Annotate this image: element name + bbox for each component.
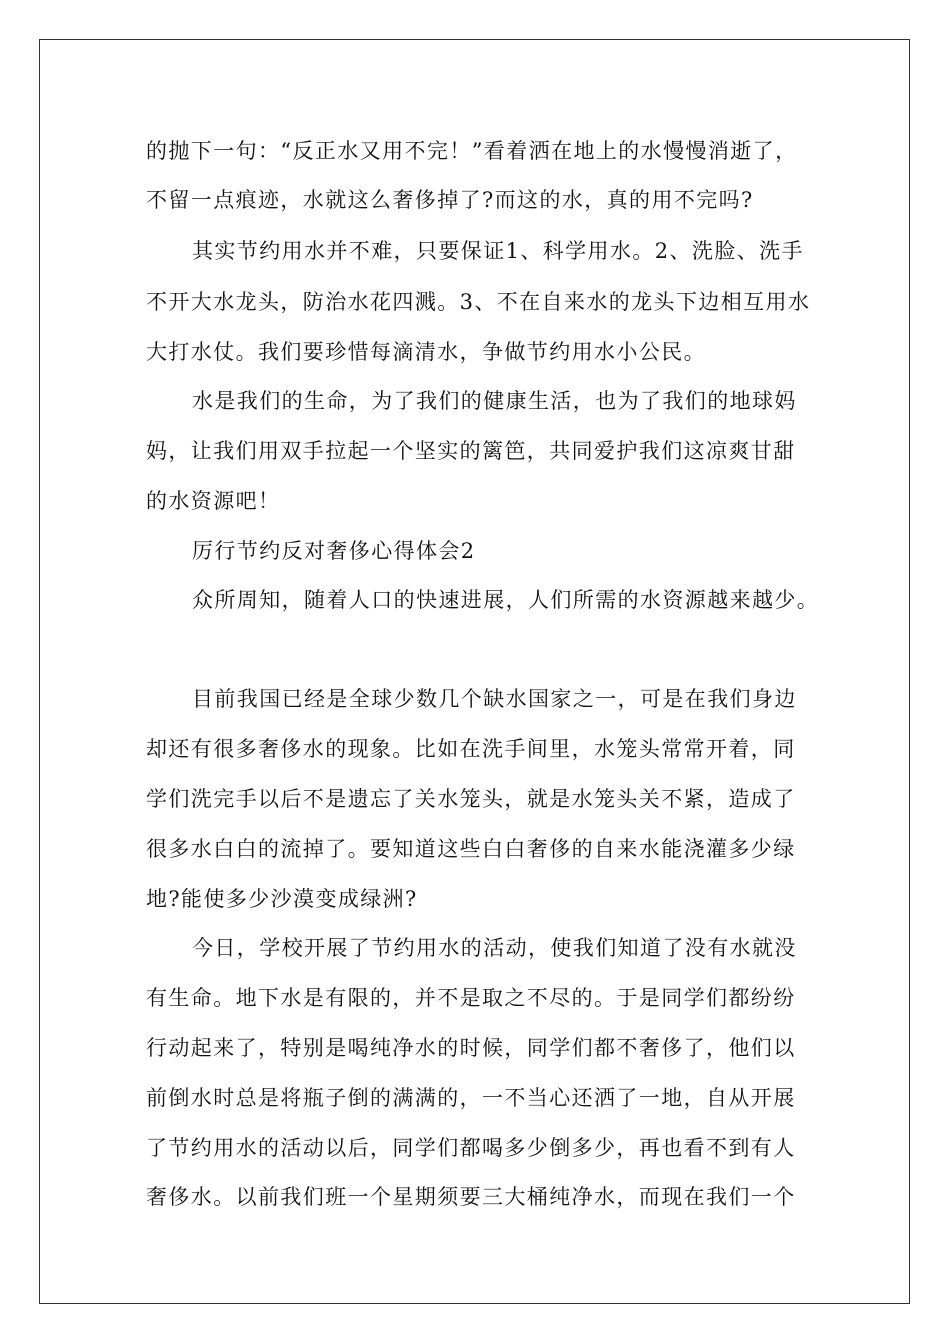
section-heading: 厉行节约反对奢侈心得体会2 bbox=[192, 539, 476, 563]
text-line: 学们洗完手以后不是遗忘了关水笼头，就是水笼头关不紧，造成了 bbox=[146, 787, 796, 811]
text-line: 却还有很多奢侈水的现象。比如在洗手间里，水笼头常常开着，同 bbox=[146, 737, 796, 761]
paragraph-start-line: 目前我国已经是全球少数几个缺水国家之一，可是在我们身边 bbox=[192, 687, 797, 711]
text-line: 行动起来了，特别是喝纯净水的时候，同学们都不奢侈了，他们以 bbox=[146, 1036, 796, 1060]
paragraph-start-line: 众所周知，随着人口的快速进展，人们所需的水资源越来越少。 bbox=[192, 588, 820, 612]
text-line: 的水资源吧！ bbox=[146, 489, 281, 513]
text-line: 有生命。地下水是有限的，并不是取之不尽的。于是同学们都纷纷 bbox=[146, 986, 796, 1010]
text-line: 奢侈水。以前我们班一个星期须要三大桶纯净水，而现在我们一个 bbox=[146, 1185, 796, 1209]
text-line: 地?能使多少沙漠变成绿洲? bbox=[146, 887, 418, 911]
text-line: 了节约用水的活动以后，同学们都喝多少倒多少，再也看不到有人 bbox=[146, 1136, 796, 1160]
text-line: 大打水仗。我们要珍惜每滴清水，争做节约用水小公民。 bbox=[146, 340, 706, 364]
text-line: 的抛下一句：“反正水又用不完！”看着洒在地上的水慢慢消逝了， bbox=[146, 139, 798, 163]
paragraph-start-line: 其实节约用水并不难，只要保证1、科学用水。2、洗脸、洗手 bbox=[192, 239, 804, 263]
text-line: 很多水白白的流掉了。要知道这些白白奢侈的自来水能浇灌多少绿 bbox=[146, 837, 796, 861]
text-line: 不开大水龙头，防治水花四溅。3、不在自来水的龙头下边相互用水 bbox=[146, 290, 811, 314]
paragraph-start-line: 今日，学校开展了节约用水的活动，使我们知道了没有水就没 bbox=[192, 936, 797, 960]
text-line: 妈，让我们用双手拉起一个坚实的篱笆，共同爱护我们这凉爽甘甜 bbox=[146, 439, 796, 463]
text-line: 不留一点痕迹，水就这么奢侈掉了?而这的水，真的用不完吗? bbox=[146, 188, 754, 212]
text-line: 前倒水时总是将瓶子倒的满满的，一不当心还洒了一地，自从开展 bbox=[146, 1086, 796, 1110]
page-border bbox=[39, 39, 910, 1304]
paragraph-start-line: 水是我们的生命，为了我们的健康生活，也为了我们的地球妈 bbox=[192, 389, 797, 413]
